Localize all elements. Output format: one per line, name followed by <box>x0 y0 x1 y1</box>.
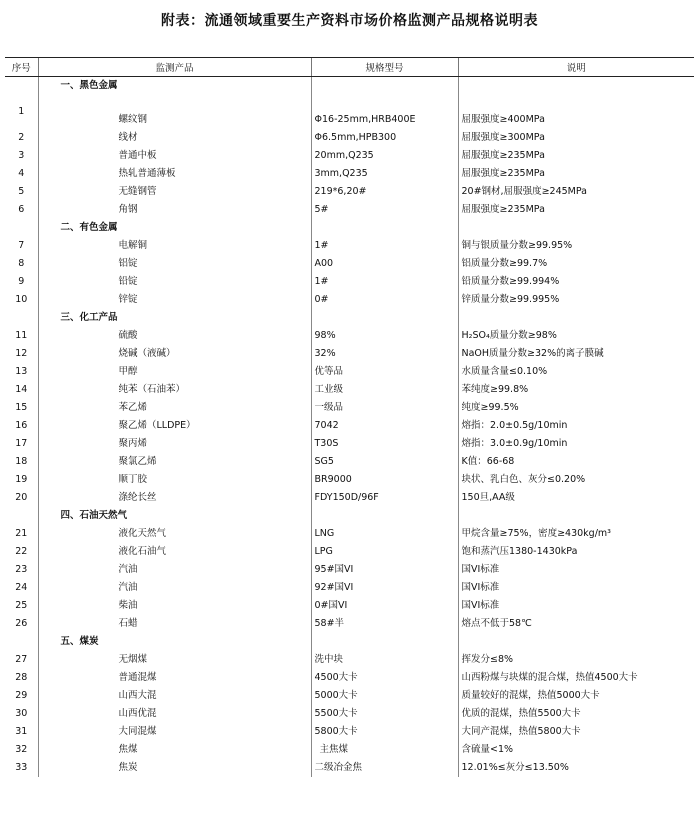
spec-model: 5800大卡 <box>311 723 458 741</box>
table-row <box>5 399 694 417</box>
serial-number: 10 <box>15 294 28 305</box>
spec-model: 1# <box>311 237 458 255</box>
spec-model: A00 <box>311 255 458 273</box>
table-row <box>5 363 694 381</box>
spec-model: Φ6.5mm,HPB300 <box>311 129 458 147</box>
serial-number: 31 <box>15 726 28 737</box>
serial-number: 4 <box>18 168 25 179</box>
serial-number: 28 <box>15 672 28 683</box>
header-spec: 规格型号 <box>311 58 458 77</box>
category-row <box>5 77 694 96</box>
table-row <box>5 327 694 345</box>
product-name: 线材 <box>38 129 311 147</box>
page-title: 附表：流通领域重要生产资料市场价格监测产品规格说明表 <box>161 13 538 29</box>
serial-number: 20 <box>15 492 28 503</box>
serial-number: 9 <box>18 276 25 287</box>
serial-number: 7 <box>18 240 25 251</box>
description: 块状、乳白色、灰分≤0.20% <box>458 471 694 489</box>
spec-model: 92#国VI <box>311 579 458 597</box>
description: 铅质量分数≥99.994% <box>458 273 694 291</box>
table-row <box>5 525 694 543</box>
table-row <box>5 291 694 309</box>
product-name: 热轧普通薄板 <box>38 165 311 183</box>
description: 熔点不低于58℃ <box>458 615 694 633</box>
spec-model: 98% <box>311 327 458 345</box>
table-row <box>5 273 694 291</box>
description: 水质量含量≤0.10% <box>458 363 694 381</box>
table-row <box>5 435 694 453</box>
product-name: 无烟煤 <box>38 651 311 669</box>
table-row <box>5 651 694 669</box>
product-name: 铝锭 <box>38 255 311 273</box>
table-row <box>5 669 694 687</box>
spec-model: FDY150D/96F <box>311 489 458 507</box>
description: H₂SO₄质量分数≥98% <box>458 327 694 345</box>
table-row <box>5 471 694 489</box>
table-row <box>5 687 694 705</box>
spec-model: 1# <box>311 273 458 291</box>
description: 纯度≥99.5% <box>458 399 694 417</box>
category-row <box>5 309 694 327</box>
table-row <box>5 561 694 579</box>
description: 山西粉煤与块煤的混合煤，热值4500大卡 <box>458 669 694 687</box>
spec-model: 7042 <box>311 417 458 435</box>
table-body <box>5 77 694 778</box>
description: 屈服强度≥300MPa <box>458 129 694 147</box>
category-spec-cell <box>311 77 458 96</box>
spec-model: 5# <box>311 201 458 219</box>
product-name: 山西优混 <box>38 705 311 723</box>
serial-number: 33 <box>15 762 28 773</box>
product-name: 柴油 <box>38 597 311 615</box>
table-row <box>5 759 694 777</box>
product-name: 液化天然气 <box>38 525 311 543</box>
description: K值：66-68 <box>458 453 694 471</box>
spec-table <box>5 57 694 777</box>
product-name: 聚乙烯（LLDPE） <box>38 417 311 435</box>
table-row <box>5 255 694 273</box>
category-row <box>5 219 694 237</box>
spec-model: 5000大卡 <box>311 687 458 705</box>
description: 苯纯度≥99.8% <box>458 381 694 399</box>
description: 质量较好的混煤，热值5000大卡 <box>458 687 694 705</box>
serial-number: 16 <box>15 420 28 431</box>
table-row <box>5 95 694 129</box>
spec-model: 0# <box>311 291 458 309</box>
serial-number: 25 <box>15 600 28 611</box>
serial-number: 8 <box>18 258 25 269</box>
spec-model: LPG <box>311 543 458 561</box>
category-serial-cell <box>5 219 38 237</box>
category-serial-cell <box>5 633 38 651</box>
product-name: 角钢 <box>38 201 311 219</box>
category-label: 一、黑色金属 <box>38 77 311 96</box>
product-name: 甲醇 <box>38 363 311 381</box>
serial-number: 18 <box>15 456 28 467</box>
spec-model: 5500大卡 <box>311 705 458 723</box>
description: 国VI标准 <box>458 579 694 597</box>
description: 屈服强度≥235MPa <box>458 165 694 183</box>
table-row <box>5 543 694 561</box>
table-row <box>5 417 694 435</box>
category-desc-cell <box>458 309 694 327</box>
table-row <box>5 345 694 363</box>
spec-model: BR9000 <box>311 471 458 489</box>
description: 屈服强度≥400MPa <box>458 95 694 129</box>
description: 20#钢材,屈服强度≥245MPa <box>458 183 694 201</box>
spec-model: 219*6,20# <box>311 183 458 201</box>
serial-number: 21 <box>15 528 28 539</box>
description: 国VI标准 <box>458 561 694 579</box>
serial-number: 1 <box>18 105 25 117</box>
product-name: 涤纶长丝 <box>38 489 311 507</box>
description: 饱和蒸汽压1380-1430kPa <box>458 543 694 561</box>
category-serial-cell <box>5 77 38 96</box>
serial-number: 12 <box>15 348 28 359</box>
header-serial: 序号 <box>5 58 38 77</box>
category-serial-cell <box>5 507 38 525</box>
product-name: 螺纹钢 <box>38 95 311 129</box>
table-row <box>5 147 694 165</box>
category-serial-cell <box>5 309 38 327</box>
description: 150旦,AA级 <box>458 489 694 507</box>
spec-model: LNG <box>311 525 458 543</box>
serial-number: 15 <box>15 402 28 413</box>
product-name: 无缝钢管 <box>38 183 311 201</box>
serial-number: 22 <box>15 546 28 557</box>
description: 大同产混煤，热值5800大卡 <box>458 723 694 741</box>
serial-number: 13 <box>15 366 28 377</box>
category-spec-cell <box>311 633 458 651</box>
description: 12.01%≤灰分≤13.50% <box>458 759 694 777</box>
product-name: 石蜡 <box>38 615 311 633</box>
category-desc-cell <box>458 507 694 525</box>
table-row <box>5 453 694 471</box>
table-row <box>5 237 694 255</box>
serial-number: 24 <box>15 582 28 593</box>
description: NaOH质量分数≥32%的离子膜碱 <box>458 345 694 363</box>
serial-number: 14 <box>15 384 28 395</box>
serial-number: 3 <box>18 150 25 161</box>
description: 国VI标准 <box>458 597 694 615</box>
description: 优质的混煤，热值5500大卡 <box>458 705 694 723</box>
description: 熔指：2.0±0.5g/10min <box>458 417 694 435</box>
spec-model: T30S <box>311 435 458 453</box>
serial-number: 29 <box>15 690 28 701</box>
spec-model: 工业级 <box>311 381 458 399</box>
table-header-row <box>5 58 694 77</box>
header-description: 说明 <box>458 58 694 77</box>
table-row <box>5 489 694 507</box>
spec-model: SG5 <box>311 453 458 471</box>
product-name: 焦炭 <box>38 759 311 777</box>
spec-model: 主焦煤 <box>311 741 458 759</box>
product-name: 顺丁胶 <box>38 471 311 489</box>
product-name: 硫酸 <box>38 327 311 345</box>
table-row <box>5 705 694 723</box>
spec-model: 0#国VI <box>311 597 458 615</box>
serial-number: 30 <box>15 708 28 719</box>
product-name: 山西大混 <box>38 687 311 705</box>
description: 挥发分≤8% <box>458 651 694 669</box>
category-desc-cell <box>458 77 694 96</box>
table-row <box>5 597 694 615</box>
serial-number: 27 <box>15 654 28 665</box>
spec-model: 58#半 <box>311 615 458 633</box>
category-label: 二、有色金属 <box>38 219 311 237</box>
serial-number: 5 <box>18 186 25 197</box>
description: 锌质量分数≥99.995% <box>458 291 694 309</box>
spec-model: 4500大卡 <box>311 669 458 687</box>
product-name: 锌锭 <box>38 291 311 309</box>
spec-model: 二级冶金焦 <box>311 759 458 777</box>
product-name: 铅锭 <box>38 273 311 291</box>
table-row <box>5 579 694 597</box>
header-product: 监测产品 <box>38 58 311 77</box>
product-name: 电解铜 <box>38 237 311 255</box>
product-name: 液化石油气 <box>38 543 311 561</box>
serial-number: 23 <box>15 564 28 575</box>
spec-model: 32% <box>311 345 458 363</box>
product-name: 大同混煤 <box>38 723 311 741</box>
description: 铜与银质量分数≥99.95% <box>458 237 694 255</box>
product-name: 聚丙烯 <box>38 435 311 453</box>
product-name: 纯苯（石油苯） <box>38 381 311 399</box>
category-spec-cell <box>311 507 458 525</box>
spec-model: 洗中块 <box>311 651 458 669</box>
serial-number: 17 <box>15 438 28 449</box>
category-label: 四、石油天然气 <box>38 507 311 525</box>
product-name: 普通中板 <box>38 147 311 165</box>
description: 含硫量<1% <box>458 741 694 759</box>
table-row <box>5 201 694 219</box>
category-desc-cell <box>458 219 694 237</box>
spec-model: 一级品 <box>311 399 458 417</box>
product-name: 汽油 <box>38 579 311 597</box>
spec-model: 20mm,Q235 <box>311 147 458 165</box>
category-row <box>5 633 694 651</box>
table-row <box>5 183 694 201</box>
product-name: 聚氯乙烯 <box>38 453 311 471</box>
table-row <box>5 165 694 183</box>
serial-number: 19 <box>15 474 28 485</box>
category-spec-cell <box>311 309 458 327</box>
category-spec-cell <box>311 219 458 237</box>
product-name: 焦煤 <box>38 741 311 759</box>
table-row <box>5 615 694 633</box>
serial-number: 32 <box>15 744 28 755</box>
serial-number: 11 <box>15 330 28 341</box>
product-name: 普通混煤 <box>38 669 311 687</box>
category-label: 三、化工产品 <box>38 309 311 327</box>
category-label: 五、煤炭 <box>38 633 311 651</box>
category-row <box>5 507 694 525</box>
product-name: 烧碱（液碱） <box>38 345 311 363</box>
serial-number: 26 <box>15 618 28 629</box>
table-row <box>5 381 694 399</box>
serial-number: 2 <box>18 132 25 143</box>
description: 铝质量分数≥99.7% <box>458 255 694 273</box>
product-name: 苯乙烯 <box>38 399 311 417</box>
description: 屈服强度≥235MPa <box>458 147 694 165</box>
serial-number: 6 <box>18 204 25 215</box>
description: 熔指：3.0±0.9g/10min <box>458 435 694 453</box>
spec-model: 3mm,Q235 <box>311 165 458 183</box>
table-row <box>5 129 694 147</box>
table-row <box>5 723 694 741</box>
description: 屈服强度≥235MPa <box>458 201 694 219</box>
spec-model: Φ16-25mm,HRB400E <box>311 95 458 129</box>
product-name: 汽油 <box>38 561 311 579</box>
spec-model: 优等品 <box>311 363 458 381</box>
description: 甲烷含量≥75%，密度≥430kg/m³ <box>458 525 694 543</box>
spec-model: 95#国VI <box>311 561 458 579</box>
table-row <box>5 741 694 759</box>
category-desc-cell <box>458 633 694 651</box>
